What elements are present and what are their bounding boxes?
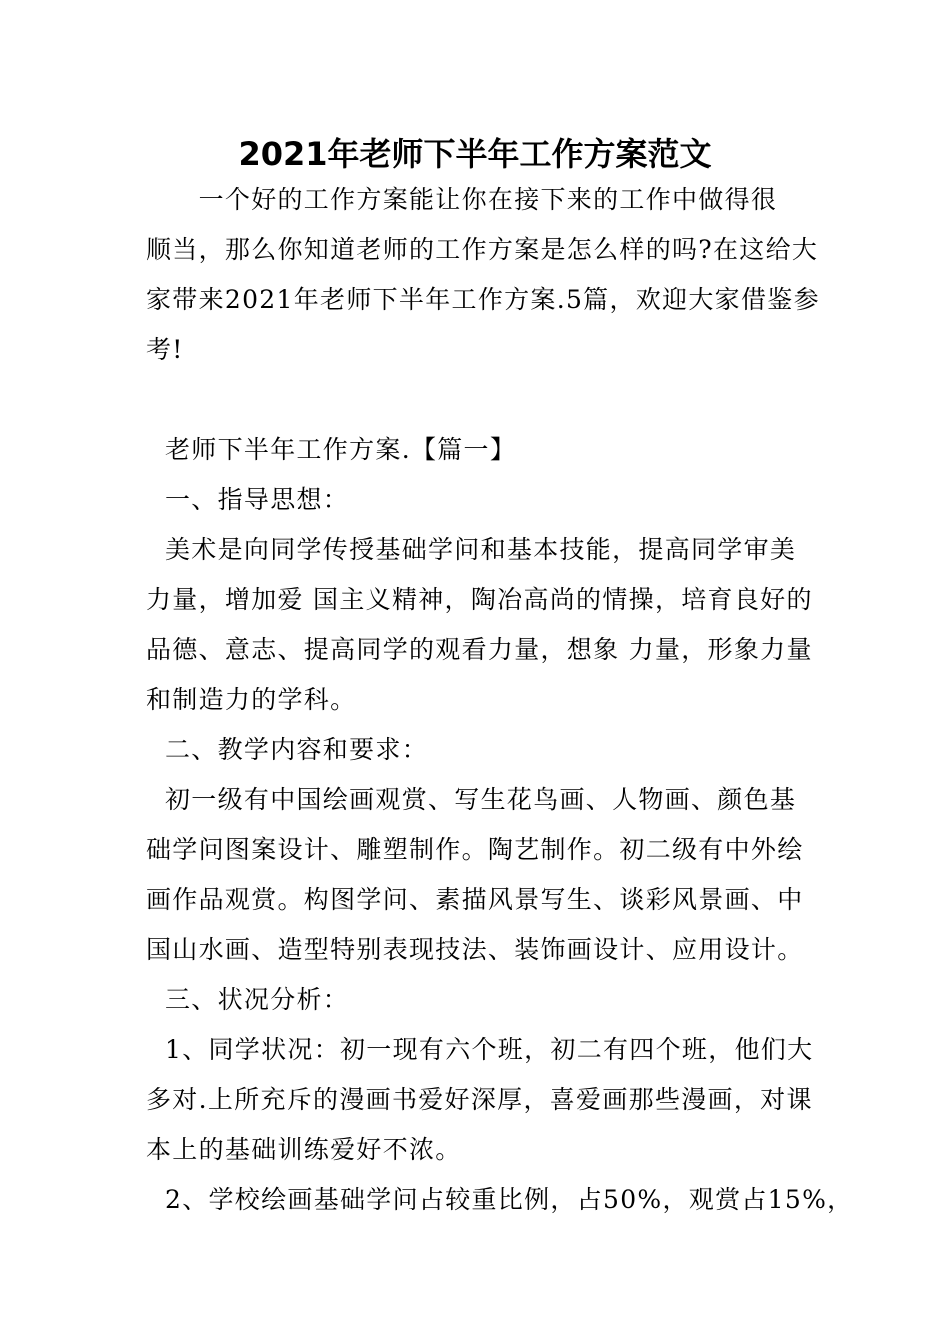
paragraph-line: 本上的基础训练爱好不浓。: [146, 1135, 462, 1164]
intro-line-1: 一个好的工作方案能让你在接下来的工作中做得很: [146, 185, 778, 214]
paragraph-line: 和制造力的学科。: [146, 685, 357, 714]
paragraph-line: 1、同学状况：初一现有六个班，初二有四个班，他们大: [165, 1035, 814, 1064]
paragraph-line: 2、学校绘画基础学问占较重比例，占50%，观赏占15%，: [165, 1185, 854, 1214]
subheading-content-requirements: 二、教学内容和要求：: [165, 735, 429, 764]
paragraph-line: 美术是向同学传授基础学问和基本技能，提高同学审美: [165, 535, 797, 564]
paragraph-line: 多对.上所充斥的漫画书爱好深厚，喜爱画那些漫画，对课: [146, 1085, 813, 1114]
paragraph-line: 品德、意志、提高同学的观看力量，想象 力量，形象力量: [146, 635, 813, 664]
paragraph-line: 初一级有中国绘画观赏、写生花鸟画、人物画、颜色基: [165, 785, 797, 814]
section-heading: 老师下半年工作方案.【篇一】: [165, 435, 517, 464]
subheading-guiding-idea: 一、指导思想：: [165, 485, 350, 514]
document-title: 2021年老师下半年工作方案范文: [238, 135, 712, 173]
paragraph-line: 础学问图案设计、雕塑制作。陶艺制作。初二级有中外绘: [146, 835, 804, 864]
paragraph-line: 画作品观赏。构图学问、素描风景写生、谈彩风景画、中: [146, 885, 804, 914]
intro-line-3: 家带来2021年老师下半年工作方案.5篇，欢迎大家借鉴参: [146, 285, 820, 314]
subheading-situation-analysis: 三、状况分析：: [165, 985, 350, 1014]
intro-line-2: 顺当，那么你知道老师的工作方案是怎么样的吗?在这给大: [146, 235, 819, 264]
paragraph-line: 力量，增加爱 国主义精神，陶冶高尚的情操，培育良好的: [146, 585, 813, 614]
paragraph-line: 国山水画、造型特别表现技法、装饰画设计、应用设计。: [146, 935, 804, 964]
intro-line-4: 考!: [146, 335, 184, 364]
